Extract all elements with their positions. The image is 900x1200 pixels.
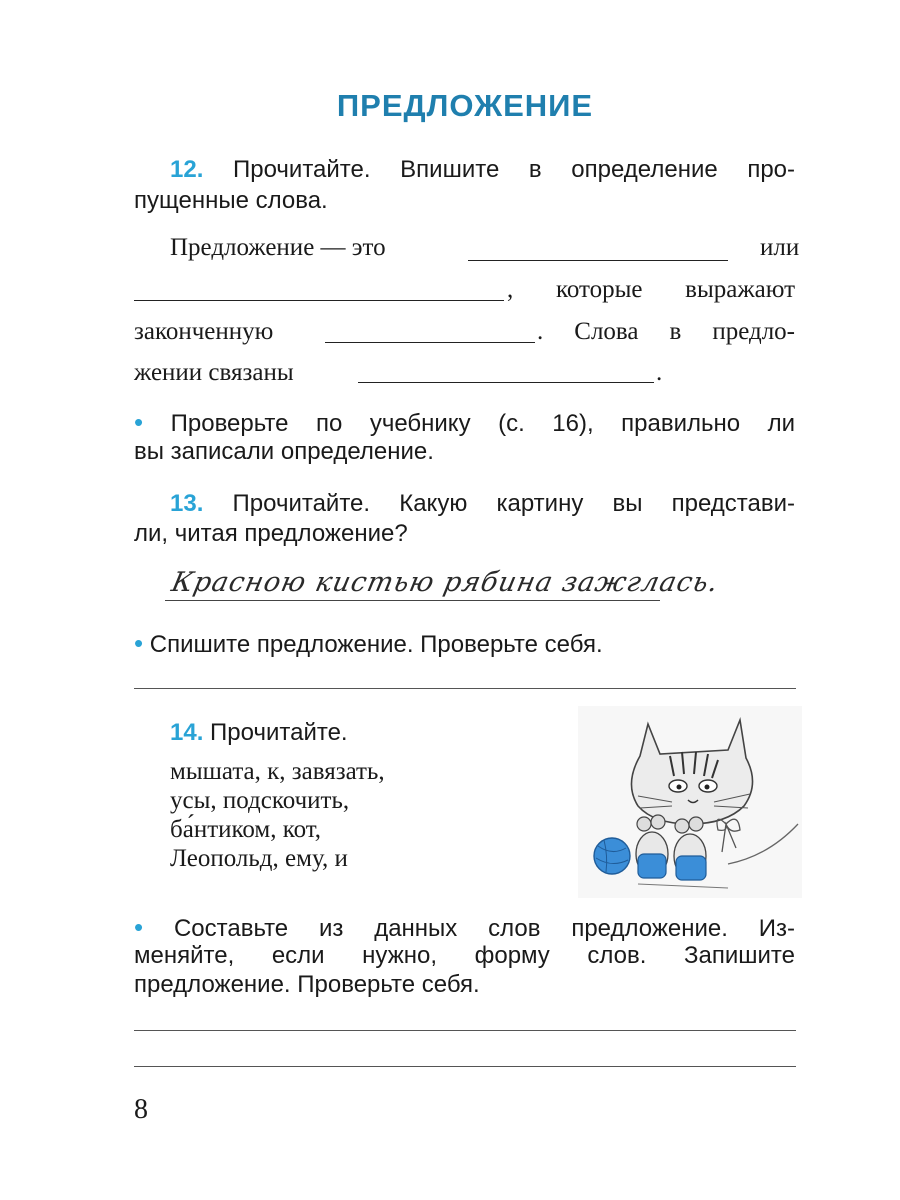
ex13-line1 (170, 489, 795, 519)
handwritten-sentence: Красною кистью рябина зажглась. (168, 567, 722, 598)
page-number: 8 (134, 1094, 148, 1125)
word-list-line: мышата, к, завязать, (170, 758, 385, 785)
ex12-number: 12. (170, 156, 204, 183)
definition-part5: жении связаны (134, 359, 294, 386)
definition-end: . (656, 359, 663, 386)
ex13-line2: ли, читая предложение? (134, 520, 408, 547)
ex14-task-line3: предложение. Проверьте себя. (134, 971, 480, 998)
definition-part2: , которые выражают (507, 276, 795, 303)
ex13-task-text: Спишите предложение. Проверьте себя. (149, 631, 603, 658)
ex12-line1 (170, 155, 795, 185)
ex12-line2: пущенные слова. (134, 187, 328, 214)
word-list-line: ба́нтиком, кот, (170, 816, 322, 843)
word-list-line: усы, подскочить, (170, 787, 350, 814)
bullet-icon: • (134, 628, 144, 658)
ex12-check-text1: Проверьте по учебнику (с. 16), правильно ли (170, 410, 795, 437)
ex13-text1: Прочитайте. Какую картину вы представи- (232, 490, 796, 517)
ex12-text1: Прочитайте. Впишите в определение про- (233, 156, 796, 183)
ex14-text1: Прочитайте. (210, 719, 348, 746)
word-list-line: Леопольд, ему, и (170, 845, 348, 872)
writing-line-1[interactable] (134, 688, 796, 689)
page-title: ПРЕДЛОЖЕНИЕ (336, 88, 594, 123)
cat-and-mice-icon (578, 706, 802, 898)
blank-2[interactable] (134, 300, 504, 301)
ex13-task-line (134, 628, 603, 660)
blank-1[interactable] (468, 260, 728, 261)
ex14-line1 (170, 718, 348, 748)
blank-3[interactable] (325, 342, 535, 343)
ex14-task-line2: меняйте, если нужно, форму слов. Запишите (134, 942, 795, 969)
writing-line-2[interactable] (134, 1030, 796, 1031)
ex12-check-line1 (134, 407, 795, 439)
writing-line-3[interactable] (134, 1066, 796, 1067)
ex14-task-text1: Составьте из данных слов предложение. Из- (173, 915, 795, 942)
ex14-number: 14. (170, 719, 204, 746)
ex13-number: 13. (170, 490, 204, 517)
ex14-task-line1 (134, 912, 795, 944)
word-list (170, 757, 385, 873)
script-baseline (165, 600, 660, 601)
bullet-icon: • (134, 912, 144, 942)
definition-or: или (760, 234, 800, 261)
blank-4[interactable] (358, 382, 654, 383)
definition-part3: законченную (134, 318, 274, 345)
definition-part4: . Слова в предло- (537, 318, 795, 345)
ex12-check-line2: вы записали определение. (134, 438, 434, 465)
bullet-icon: • (134, 407, 144, 437)
definition-part1: Предложение — это (170, 234, 386, 261)
